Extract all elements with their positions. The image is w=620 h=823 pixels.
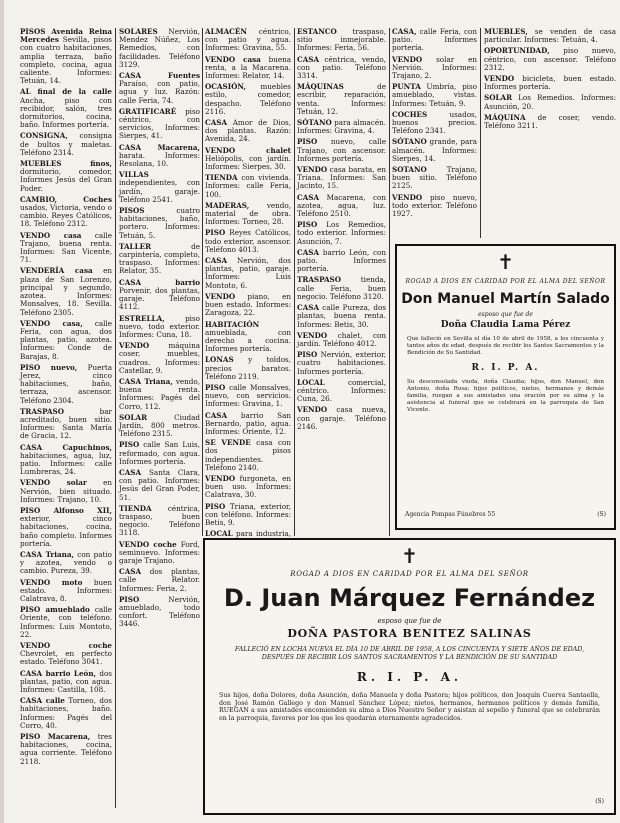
obituary-body: Que falleció en Sevilla el día 10 de abril de 1958, a los cincuenta y tantos años de edad, después de recibir los Santos Sacramentos y la Bendición de Su Santidad. — [407, 336, 604, 356]
classified-ad — [119, 279, 200, 312]
classified-ad-text: calle Pureza, dos plantas, buena renta. Informes: Betis, 30. — [297, 303, 386, 329]
classified-ad — [20, 551, 112, 576]
classified-ad-text: exterior, cinco habitaciones, cocina, baño completo. Informes portería. — [20, 514, 112, 548]
classified-ad-lead: COCHES — [392, 109, 428, 119]
classified-ad-text: Heliópolis, con jardín. Informes: Sierpes, 30. — [205, 153, 291, 172]
classified-ad — [119, 378, 200, 411]
classified-ad-lead: CASA — [297, 247, 320, 257]
classified-ad-lead: SOLAR — [119, 412, 148, 422]
classified-ad-text: Chevrolet, en perfecto estado. Teléfono 3041. — [20, 649, 112, 667]
classified-ad — [20, 320, 112, 361]
classified-ad-text: cuatro habitaciones, baño, portero. Informes: Tetuán, 5. — [119, 206, 200, 240]
classified-ad-text: nuevo, calle Trajano, con ascensor. Informes portería. — [297, 137, 386, 163]
classified-ad — [297, 56, 386, 81]
classified-ad — [297, 332, 386, 348]
classified-ad — [205, 229, 291, 254]
classified-ad-text: Porvenir, dos plantas, garaje. Teléfono 4112. — [119, 285, 200, 312]
classified-ad-text: piso nuevo, céntrico, con ascensor. Teléfono 2312. — [484, 46, 616, 72]
classified-ad-text: piso nuevo, todo exterior. Teléfono 1927. — [392, 192, 477, 219]
classified-ad-lead: GRATIFICARÉ — [119, 106, 177, 116]
classified-ad-lead: LOCAL — [205, 529, 233, 539]
classified-ad — [392, 138, 477, 163]
classified-ad-lead: CASA — [297, 54, 320, 64]
classified-ad — [119, 441, 200, 466]
classified-ad-text: Sevilla, pisos con cuatro habitaciones, amplia terraza, baño completo, cocina, agua caliente. Informes: Tetuán, 14. — [20, 35, 112, 86]
classified-ad — [297, 221, 386, 246]
classified-ad-lead: PISO — [297, 220, 318, 230]
classified-ad-lead: MÁQUINA — [484, 112, 526, 122]
classified-ad-text: calle Feria, con patio. Informes portería. — [392, 27, 477, 53]
classified-ad-lead: ESTANCO — [297, 27, 337, 36]
classified-ad-text: para industria, — [236, 529, 291, 539]
widow-name: Doña Claudia Lama Pérez — [440, 320, 571, 330]
classified-ad — [205, 147, 291, 172]
classified-ad-lead: PISO — [119, 440, 140, 450]
classified-ad-text: tres habitaciones, cocina, agua corriente. Teléfono 2118. — [20, 732, 112, 766]
classifieds-column-1 — [20, 28, 112, 818]
classified-ad — [484, 47, 616, 72]
classified-ad-lead: LONAS — [205, 355, 234, 365]
classified-ad — [205, 83, 291, 116]
classified-ad — [119, 414, 200, 439]
obituary-notice-small — [395, 244, 616, 530]
classified-ad-lead: SOTANO — [392, 165, 427, 175]
classified-ad-lead: CASA — [205, 410, 228, 420]
classified-ad-text: Los Remedios, todo exterior. Informes: Asunción, 7. — [297, 220, 386, 246]
classified-ad-lead: MADERAS, — [205, 200, 250, 210]
classified-ad-lead: OPORTUNIDAD, — [484, 46, 550, 56]
classified-ad-lead: VENDO — [392, 54, 423, 64]
classified-ad-lead: TIENDA — [205, 173, 238, 183]
classified-ad-lead: TRASPASO — [297, 275, 341, 285]
column-rule — [202, 28, 203, 536]
classified-ad — [20, 232, 112, 265]
classified-ad-text: usados, Victoria, vendo o cambio. Reyes Católicos, 18. Teléfono 2312. — [20, 203, 112, 229]
classified-ad-text: de coser, vendo. Teléfono 3211. — [484, 112, 616, 131]
classified-ad — [20, 670, 112, 695]
classified-ad-text: Triana, exterior, con teléfono. Informes: Betis, 9. — [205, 501, 291, 527]
classified-ad-lead: MUEBLES finos, — [20, 159, 112, 169]
classified-ad-text: piano, en buen estado. Informes: Zaragoza, 22. — [205, 291, 291, 318]
classified-ad — [297, 83, 386, 116]
classified-ad-lead: CASA calle — [20, 696, 65, 706]
classified-ad — [119, 28, 200, 69]
widow-label: esposo que fue de — [377, 617, 442, 625]
classified-ad-lead: CASA — [297, 192, 320, 202]
classified-ad — [119, 541, 200, 566]
classified-ad-lead: ALMACÉN — [205, 27, 247, 36]
widow-name: DOÑA PASTORA BENITEZ SALINAS — [287, 627, 532, 640]
classified-ad — [20, 479, 112, 504]
classified-ad-lead: VENDO moto — [20, 577, 83, 587]
classified-ad-text: Trajano, buen sitio. Teléfono 2125. — [392, 165, 477, 191]
obituary-header: ROGAD A DIOS EN CARIDAD POR EL ALMA DEL SEÑOR — [405, 278, 606, 285]
classified-ad-text: chalet, con jardín. Teléfono 4012. — [297, 330, 386, 348]
classified-ad-text: tienda, calle Feria, buen negocio. Teléfono 3120. — [297, 275, 386, 301]
classified-ad — [20, 160, 112, 193]
classified-ad — [20, 28, 112, 85]
classified-ad-lead: PISO Macarena, — [20, 732, 91, 742]
classified-ad-text: calle San Luis, reformado, con agua. Informes portería. — [119, 440, 200, 466]
classified-ad-text: Nervión, Mendez Núñez, Los Remedios, con facilidades. Teléfono 3129. — [119, 27, 200, 69]
classified-ad — [119, 596, 200, 629]
obituary-death-notice: FALLECIÓ EN LOCHA NUEVA EL DÍA 10 DE ABRIL DE 1958, A LOS CINCUENTA Y SIETE AÑOS DE EDAD, DESPUÉS DE RECIBIR LOS SANTOS SACRAMENTOS Y LA BENDICIÓN DE SU SANTIDAD — [234, 646, 585, 661]
classified-ad-text: con vivienda. Informes: calle Feria, 100. — [205, 173, 291, 199]
classified-ad-lead: PISO — [297, 350, 318, 360]
classified-ad — [297, 194, 386, 219]
classified-ad-lead: PUNTA — [392, 82, 421, 92]
classified-ad-lead: OCASIÓN, — [205, 82, 246, 92]
classifieds-column-6 — [484, 28, 616, 238]
classifieds-column-3 — [205, 27, 292, 539]
rip-line: R. I. P. A. — [471, 363, 540, 373]
classified-ad — [297, 28, 386, 53]
classified-ad-text: con patio y azotea, vendo o cambio. Pureza, 39. — [20, 549, 112, 576]
classified-ad-lead: VENDO — [297, 330, 328, 340]
classified-ad-text: habitaciones, agua, luz, patio. Informes: calle Lumbreras, 24. — [20, 450, 112, 477]
classified-ad-text: dormitorio, comedor, Informes Jesús del Gran Poder. — [20, 167, 112, 193]
classified-ad-lead: CASA — [205, 256, 228, 266]
classified-ad-text: de carpintería, completo, traspaso. Informes: Relator, 35. — [119, 241, 200, 276]
classified-ad — [484, 94, 616, 110]
column-rule — [115, 28, 116, 808]
deceased-name: Don Manuel Martín Salado — [401, 291, 610, 307]
classified-ad-lead: SOLAR — [484, 93, 513, 103]
classified-ad — [484, 114, 616, 130]
classified-ad — [392, 111, 477, 136]
classified-ad-text: Santa Clara, con patio. Informes: Jesús del Gran Poder, 51. — [119, 467, 200, 502]
classified-ad-text: Puerta Jerez, cinco habitaciones, baño, terraza, ascensor. Teléfono 2304. — [20, 362, 112, 405]
classified-ad — [205, 174, 291, 199]
classified-ad — [20, 642, 112, 667]
classified-ad-lead: CASA Triana, — [20, 549, 74, 559]
classified-ad-lead: VENDO casa — [20, 230, 82, 240]
obituary-agency: Agencia Pompas Fúnebres 55 — [405, 511, 496, 518]
classified-ad-text: buen estado. Informes: Calatrava, 8. — [20, 577, 112, 603]
classified-ad — [392, 194, 477, 219]
classified-ad-text: calle Monsalves, nuevo, con servicios. Informes: Gravina, 1. — [205, 382, 291, 409]
classified-ad-text: muebles estilo, comedor, despacho. Teléfono 2116. — [205, 82, 291, 116]
classified-ad-lead: VENDO solar — [20, 478, 87, 488]
classified-ad-lead: VENDO chalet — [205, 145, 291, 155]
obituary-code: (S) — [595, 798, 604, 805]
classified-ad-text: casa con dos pisos independientes. Teléfono 2140. — [205, 438, 291, 472]
classified-ad-text: Torneo, dos habitaciones, baño. Informes: Pagés del Corro, 40. — [20, 696, 112, 730]
classified-ad — [119, 342, 200, 375]
classified-ad — [119, 207, 200, 240]
classified-ad — [297, 351, 386, 376]
classified-ad — [392, 166, 477, 191]
classified-ad — [205, 119, 291, 144]
classified-ad — [20, 697, 112, 730]
classified-ad-lead: VENDO — [205, 291, 236, 301]
classified-ad — [205, 28, 291, 53]
classified-ad-text: independientes, con jardín, garaje. Teléfono 2541. — [119, 178, 200, 204]
cross-icon: ✝ — [497, 250, 514, 274]
classified-ad — [297, 379, 386, 404]
classified-ad-text: Ford, seminuevo. Informes: garaje Trajano. — [119, 539, 200, 565]
classified-ad-text: Umbría, piso amueblado, vistas. Informes: Tetuán, 9. — [392, 82, 477, 108]
classified-ad-text: Nervión, exterior, cuatro habitaciones. Informes portería. — [297, 350, 386, 376]
classified-ad — [20, 88, 112, 129]
classified-ad-lead: SE VENDE — [205, 438, 251, 448]
classified-ad-lead: VENDO — [119, 341, 150, 351]
classified-ad — [20, 579, 112, 604]
obituary-header: ROGAD A DIOS EN CARIDAD POR EL ALMA DEL SEÑOR — [290, 570, 529, 578]
classified-ad-lead: PISO Alfonso XII, — [20, 505, 112, 515]
column-rule — [480, 28, 481, 238]
classified-ad — [20, 507, 112, 548]
classified-ad-lead: VENDO — [484, 74, 515, 84]
classified-ad-lead: VENDO — [297, 165, 328, 175]
classified-ad-text: comercial, céntrico. Informes: Cuna, 26. — [297, 377, 386, 404]
obituary-code: (S) — [597, 511, 606, 518]
classified-ad-text: de escribir, reparación, venta. Informes: Tetuán, 12. — [297, 82, 386, 116]
classified-ad-lead: SÓTANO — [297, 118, 332, 128]
classified-ad — [119, 243, 200, 276]
classified-ad — [119, 505, 200, 538]
classified-ad-lead: PISO — [119, 594, 140, 604]
classified-ad-text: en plaza de San Lorenzo, principal y segundo, azotea. Informes: Monsalves, 18. Sevilla. Teléfono 2305. — [20, 266, 112, 317]
classified-ad-lead: PISOS Avenida Reina Mercedes — [20, 27, 112, 45]
obituary-notice-large — [203, 538, 616, 815]
classified-ad-text: usados, buenos precios. Teléfono 2341. — [392, 109, 477, 136]
classified-ad-lead: CONSIGNA, — [20, 131, 68, 141]
classified-ad — [20, 444, 112, 477]
classifieds-column-5 — [392, 28, 477, 238]
classified-ad-lead: PISOS — [119, 206, 145, 216]
classified-ad-lead: HABITACIÓN — [205, 319, 260, 329]
classified-ad — [119, 144, 200, 169]
classified-ad — [20, 408, 112, 441]
classified-ad-text: buena renta, a la Macarena. Informes: Relator, 14. — [205, 54, 292, 81]
column-rule — [294, 28, 295, 536]
classified-ad-lead: PISO — [205, 501, 226, 511]
classified-ad-lead: SÓTANO — [392, 137, 427, 147]
classified-ad — [119, 315, 200, 340]
classified-ad-text: calle Trajano, buena renta. Informes: San Vicente, 71. — [20, 230, 112, 265]
classified-ad — [205, 257, 291, 290]
classified-ad — [205, 412, 291, 437]
classified-ad-lead: VENDERÍA casa — [20, 266, 93, 276]
classified-ad-lead: CASA, — [392, 27, 417, 36]
classified-ad-lead: CASA — [297, 303, 320, 313]
classified-ad-text: Ciudad Jardín, 800 metros. Teléfono 2315. — [119, 412, 200, 439]
column-rule — [389, 28, 390, 536]
classified-ad-text: Nervión, dos plantas, patio, garaje. Informes: Luis Montoto, 6. — [205, 256, 291, 290]
classified-ad — [205, 356, 291, 381]
classified-ad-text: piso céntrico, con servicios, Informes: Sierpes, 41. — [119, 106, 200, 141]
classified-ad — [119, 108, 200, 141]
classified-ad-text: bicicleta, buen estado. Informes portería. — [484, 74, 616, 92]
classified-ad-lead: VENDO coche — [20, 641, 112, 651]
classified-ad-text: casa barata, en Triana. Informes: San Jacinto, 15. — [297, 165, 386, 191]
classified-ad — [20, 733, 112, 766]
classified-ad — [205, 384, 291, 409]
classified-ad-lead: VENDO coche — [119, 539, 177, 549]
classified-ad-lead: VENDO — [297, 405, 328, 415]
classified-ad — [205, 56, 291, 81]
classified-ad-lead: CASA Fuentes — [119, 71, 200, 81]
classified-ad — [119, 568, 200, 593]
classified-ad-lead: TIENDA — [119, 503, 152, 513]
classified-ad — [205, 475, 291, 500]
classified-ad-text: vendo, buena renta. Informes: Pagés del Corro, 112. — [119, 376, 200, 411]
classified-ad-text: Reyes Católicos, todo exterior, ascensor. Teléfono 4013. — [205, 228, 291, 254]
classified-ad-lead: CASA — [119, 467, 142, 477]
classified-ad — [119, 469, 200, 502]
classified-ad-text: furgoneta, en buen uso. Informes: Calatrava, 30. — [205, 473, 291, 500]
classified-ad-text: Los Remedios. Informes: Asunción, 20. — [484, 93, 616, 111]
classified-ad-text: traspaso, sitio inmejorable. Informes: Feria, 56. — [297, 27, 386, 53]
classified-ad — [392, 56, 477, 81]
classified-ad — [297, 249, 386, 274]
classified-ad-lead: CAMBIO, Coches — [20, 194, 112, 204]
classified-ad — [297, 406, 386, 431]
classified-ad-lead: VENDO casa — [205, 54, 261, 64]
deceased-name: D. Juan Márquez Fernández — [223, 584, 596, 612]
obituary-family: Su desconsolada viuda, doña Claudia; hijos, don Manuel, don Antonio, doña Rosa; hijos políticos, nietos, hermanos y demás familia, ruegan a sus amistades una oración por su alma y la asistencia al funeral que se celebrará en la parroquia de San Vicente. — [407, 379, 604, 413]
classified-ad — [297, 304, 386, 329]
page-edge — [0, 0, 4, 823]
classified-ad-lead: CASA barrio — [119, 277, 200, 287]
classified-ad-text: dos plantas, calle Relator. Informes: Feria, 2. — [119, 567, 200, 593]
obituary-body: Sus hijos, doña Dolores, doña Asunción, doña Manuela y doña Pastora; hijos políticos, don Joaquín Cuerva Santaella, don José Ramón Gallego y don Manuel Sánchez López; nietos, hermanos, hermanos políticos y demás familia, RUEGAN a sus amistades encomienden su alma a Dios Nuestro Señor y asistan al sepelio y funeral que se celebrarán en la parroquia, favores por los que les quedarán eternamente agradecidos. — [219, 692, 600, 722]
classified-ad-text: piso nuevo, todo exterior. Informes: Cuna, 18. — [119, 313, 200, 339]
classified-ad-lead: CASA barrio León, — [20, 668, 97, 678]
classified-ad-lead: MÁQUINAS — [297, 82, 344, 92]
classified-ad — [20, 364, 112, 405]
classified-ad-text: se venden de casa particular. Informes: Tetuán, 4. — [484, 27, 616, 45]
classified-ad — [205, 321, 291, 354]
classified-ad-text: Nervión, amueblado, todo confort. Teléfono 3446. — [119, 594, 200, 629]
classified-ad — [297, 166, 386, 191]
classified-ad-lead: PISO — [205, 382, 226, 392]
rip-line: R. I. P. A. — [356, 670, 463, 684]
classified-ad-text: calle Feria, con agua, dos plantas, patio, azotea. Informes: Conde de Barajas, 8. — [20, 318, 112, 361]
classified-ad — [20, 606, 112, 639]
classified-ad-text: grande, para almacén. Informes: Sierpes, 14. — [392, 137, 477, 163]
classified-ad-lead: VENDO — [392, 192, 423, 202]
classified-ad-lead: MUEBLES, — [484, 27, 528, 36]
classified-ad-text: céntrica, vendo, con patio. Teléfono 3314. — [297, 54, 386, 81]
classified-ad — [297, 138, 386, 163]
classified-ad — [392, 28, 477, 53]
classified-ad — [484, 75, 616, 91]
classified-ad-text: y toldos, precios baratos. Teléfono 2119. — [205, 355, 291, 381]
classified-ad-text: Macarena, con azotea, agua, luz. Teléfono 2510. — [297, 192, 386, 219]
classified-ad — [205, 293, 291, 318]
classified-ad-text: consigna de bultos y maletas. Teléfono 2314. — [20, 131, 112, 157]
classified-ad-lead: CASA — [119, 567, 142, 577]
classified-ad — [20, 132, 112, 157]
classified-ad-lead: PISO — [297, 137, 318, 147]
classified-ad-text: amueblada, con derecho a cocina. Informes portería. — [205, 327, 291, 354]
classified-ad-lead: SOLARES — [119, 27, 158, 36]
classified-ad — [205, 503, 291, 528]
classified-ad-text: Amor de Dios, dos plantas. Razón: Avenida, 24. — [205, 118, 291, 144]
classified-ad — [297, 276, 386, 301]
classified-ad-lead: LOCAL — [297, 377, 325, 387]
classified-ad-text: solar en Nervión. Informes: Trajano, 2. — [392, 54, 477, 81]
classified-ad — [392, 83, 477, 108]
classified-ad — [205, 202, 291, 227]
classified-ad-text: bar acreditado, buen sitio. Informes: Santa María de Gracia, 12. — [20, 406, 112, 441]
classified-ad-lead: TRASPASO — [20, 406, 64, 416]
classified-ad-text: Ancha, piso con recibidor, salón, tres dormitorios, cocina, baño. Informes portería. — [20, 95, 112, 130]
classified-ad-text: calle Oriente, con teléfono. Informes: Luis Montoto, 22. — [20, 605, 112, 639]
classified-ad-text: barata. Informes: Resolana, 10. — [119, 150, 200, 169]
classified-ad-lead: VENDO — [205, 473, 236, 483]
classified-ad-lead: CASA — [205, 118, 228, 128]
classified-ad — [119, 171, 200, 204]
classified-ad-lead: ESTRELLA, — [119, 313, 165, 323]
classified-ad — [297, 119, 386, 135]
classified-ad-lead: PISO nuevo, — [20, 362, 78, 372]
classified-ad-text: céntrico, con patio y agua. Informes: Gravina, 55. — [205, 27, 291, 53]
classified-ad-lead: AL final de la calle — [20, 87, 112, 97]
classified-ad-text: máquina coser, muebles, cuadros. Informes: Castellar, 9. — [119, 341, 200, 375]
classified-ad — [20, 196, 112, 229]
classified-ad-text: vendo, material de obra. Informes: Torneo, 28. — [205, 200, 291, 227]
classified-ad-lead: VENDO casa, — [20, 318, 83, 328]
classified-ad — [119, 72, 200, 105]
classified-ad — [205, 439, 291, 472]
classified-ad-lead: CASA Triana, — [119, 376, 173, 386]
widow-label: esposo que fue de — [478, 311, 533, 318]
classified-ad — [484, 28, 616, 44]
classified-ad-lead: VILLAS — [119, 170, 149, 180]
classified-ad-text: para almacén. Informes: Gravina, 4. — [297, 118, 386, 136]
classified-ad-text: céntrica, traspaso, buen negocio. Teléfono 3118. — [119, 503, 200, 538]
classifieds-column-4 — [297, 28, 386, 533]
classified-ad-text: dos plantas, patio, con agua. Informes: Castilla, 108. — [20, 668, 112, 695]
classified-ad — [20, 267, 112, 316]
classified-ad-lead: CASA Capuchinos, — [20, 442, 112, 452]
classified-ad-lead: CASA Macarena, — [119, 142, 200, 152]
classified-ad-lead: PISO amueblado — [20, 605, 90, 615]
classifieds-column-2 — [119, 28, 200, 818]
classified-ad-text: Paraíso, con patio, agua y luz. Razón: calle Feria, 74. — [119, 79, 200, 105]
cross-icon: ✝ — [401, 544, 418, 568]
classified-ad-lead: PISO — [205, 228, 226, 238]
classified-ad-lead: TALLER — [119, 241, 152, 251]
classified-ad-text: casa nueva, con garaje. Teléfono 2146. — [297, 405, 386, 431]
classified-ad-text: en Nervión, bien situado. Informes: Trajano, 10. — [20, 478, 112, 504]
classified-ad-text: barrio San Bernardo, patio, agua. Informes: Oriente, 12. — [205, 410, 291, 436]
classified-ad-text: barrio León, con patio. Informes portería. — [297, 247, 386, 274]
